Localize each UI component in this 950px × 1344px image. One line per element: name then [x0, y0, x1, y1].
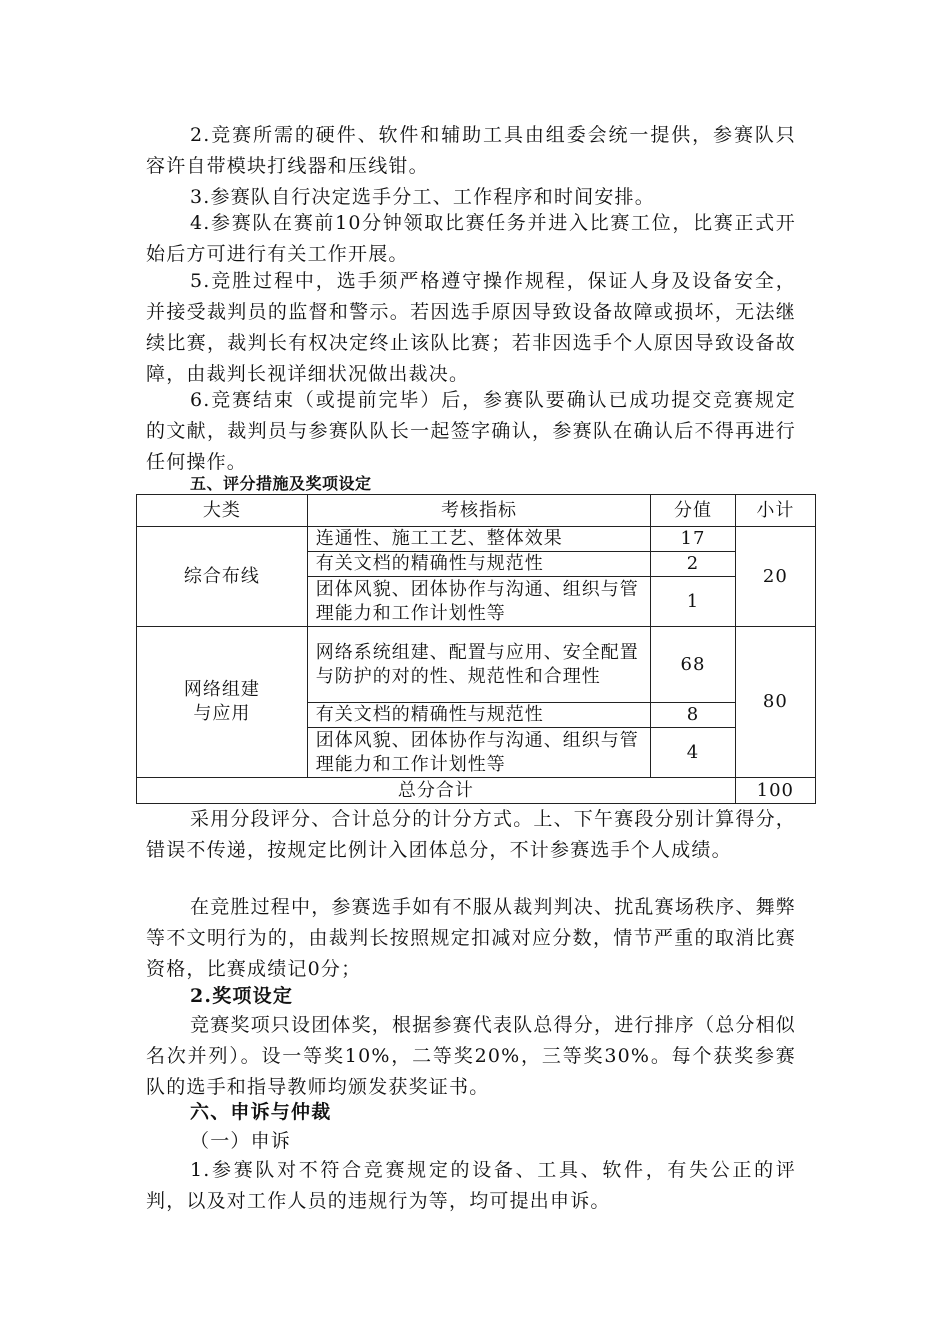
penalty-paragraph: 在竞胜过程中，参赛选手如有不服从裁判判决、扰乱赛场秩序、舞弊等不文明行为的，由裁判长按照规定扣减对应分数，情节严重的取消比赛资格，比赛成绩记0分；: [146, 896, 797, 980]
section-5-heading: 五、评分措施及奖项设定: [190, 474, 372, 493]
header-category: 大类: [137, 495, 308, 527]
appeal-subheading: （一）申诉: [190, 1130, 292, 1152]
table-total-row: [137, 778, 816, 804]
indicator-cell: 团体风貌、团体协作与沟通、组织与管理能力和工作计划性等: [307, 577, 651, 627]
score-cell: 8: [651, 703, 735, 728]
paragraph-item-4: 4.参赛队在赛前10分钟领取比赛任务并进入比赛工位，比赛正式开始后方可进行有关工作开展。: [146, 212, 796, 265]
scoring-method-paragraph: 采用分段评分、合计总分的计分方式。上、下午赛段分别计算得分，错误不传递，按规定比例计入团体总分，不计参赛选手个人成绩。: [146, 808, 797, 861]
category-networking: [137, 627, 308, 778]
category-line-1: 网络组建: [183, 679, 260, 700]
header-subtotal: 小计: [735, 495, 815, 527]
score-cell: 2: [651, 552, 735, 577]
awards-paragraph: 竞赛奖项只设团体奖，根据参赛代表队总得分，进行排序（总分相似名次并列）。设一等奖10%，二等奖20%，三等奖30%。每个获奖参赛队的选手和指导教师均颁发获奖证书。: [146, 1014, 797, 1098]
score-cell: 1: [651, 577, 735, 627]
awards-heading: 2.奖项设定: [190, 985, 294, 1007]
score-cell: 17: [651, 527, 735, 552]
header-score: 分值: [651, 495, 735, 527]
subtotal-networking: 80: [735, 627, 815, 778]
paragraph-item-6: 6.竞赛结束（或提前完毕）后，参赛队要确认已成功提交竞赛规定的文献，裁判员与参赛队队长一起签字确认，参赛队在确认后不得再进行任何操作。: [146, 389, 796, 473]
indicator-cell: 连通性、施工工艺、整体效果: [307, 527, 651, 552]
indicator-cell: 有关文档的精确性与规范性: [307, 552, 651, 577]
indicator-cell: 有关文档的精确性与规范性: [307, 703, 651, 728]
category-line-2: 与应用: [193, 703, 251, 724]
appeal-item-1: 1.参赛队对不符合竞赛规定的设备、工具、软件，有失公正的评判，以及对工作人员的违规行为等，均可提出申诉。: [146, 1159, 796, 1212]
total-label: 总分合计: [137, 778, 736, 804]
paragraph-item-3: 3.参赛队自行决定选手分工、工作程序和时间安排。: [190, 186, 655, 208]
subtotal-cabling: 20: [735, 527, 815, 627]
paragraph-item-2: 2.竞赛所需的硬件、软件和辅助工具由组委会统一提供，参赛队只容许自带模块打线器和压线钳。: [146, 124, 796, 177]
header-indicator: 考核指标: [307, 495, 651, 527]
section-6-heading: 六、申诉与仲裁: [190, 1101, 332, 1123]
indicator-cell: 团体风貌、团体协作与沟通、组织与管理能力和工作计划性等: [307, 728, 651, 778]
category-cabling: 综合布线: [137, 527, 308, 627]
paragraph-item-5: 5.竞胜过程中，选手须严格遵守操作规程，保证人身及设备安全，并接受裁判员的监督和警示。若因选手原因导致设备故障或损坏，无法继续比赛，裁判长有权决定终止该队比赛；若非因选手个人原因导致设备故障，由裁判长视详细状况做出裁决。: [146, 270, 796, 385]
scoring-table: [136, 494, 816, 804]
table-header-row: [137, 495, 816, 527]
score-cell: 68: [651, 627, 735, 703]
score-cell: 4: [651, 728, 735, 778]
table-row: [137, 627, 816, 703]
indicator-cell: 网络系统组建、配置与应用、安全配置与防护的对的性、规范性和合理性: [307, 627, 651, 703]
table-row: [137, 527, 816, 552]
total-value: 100: [735, 778, 815, 804]
